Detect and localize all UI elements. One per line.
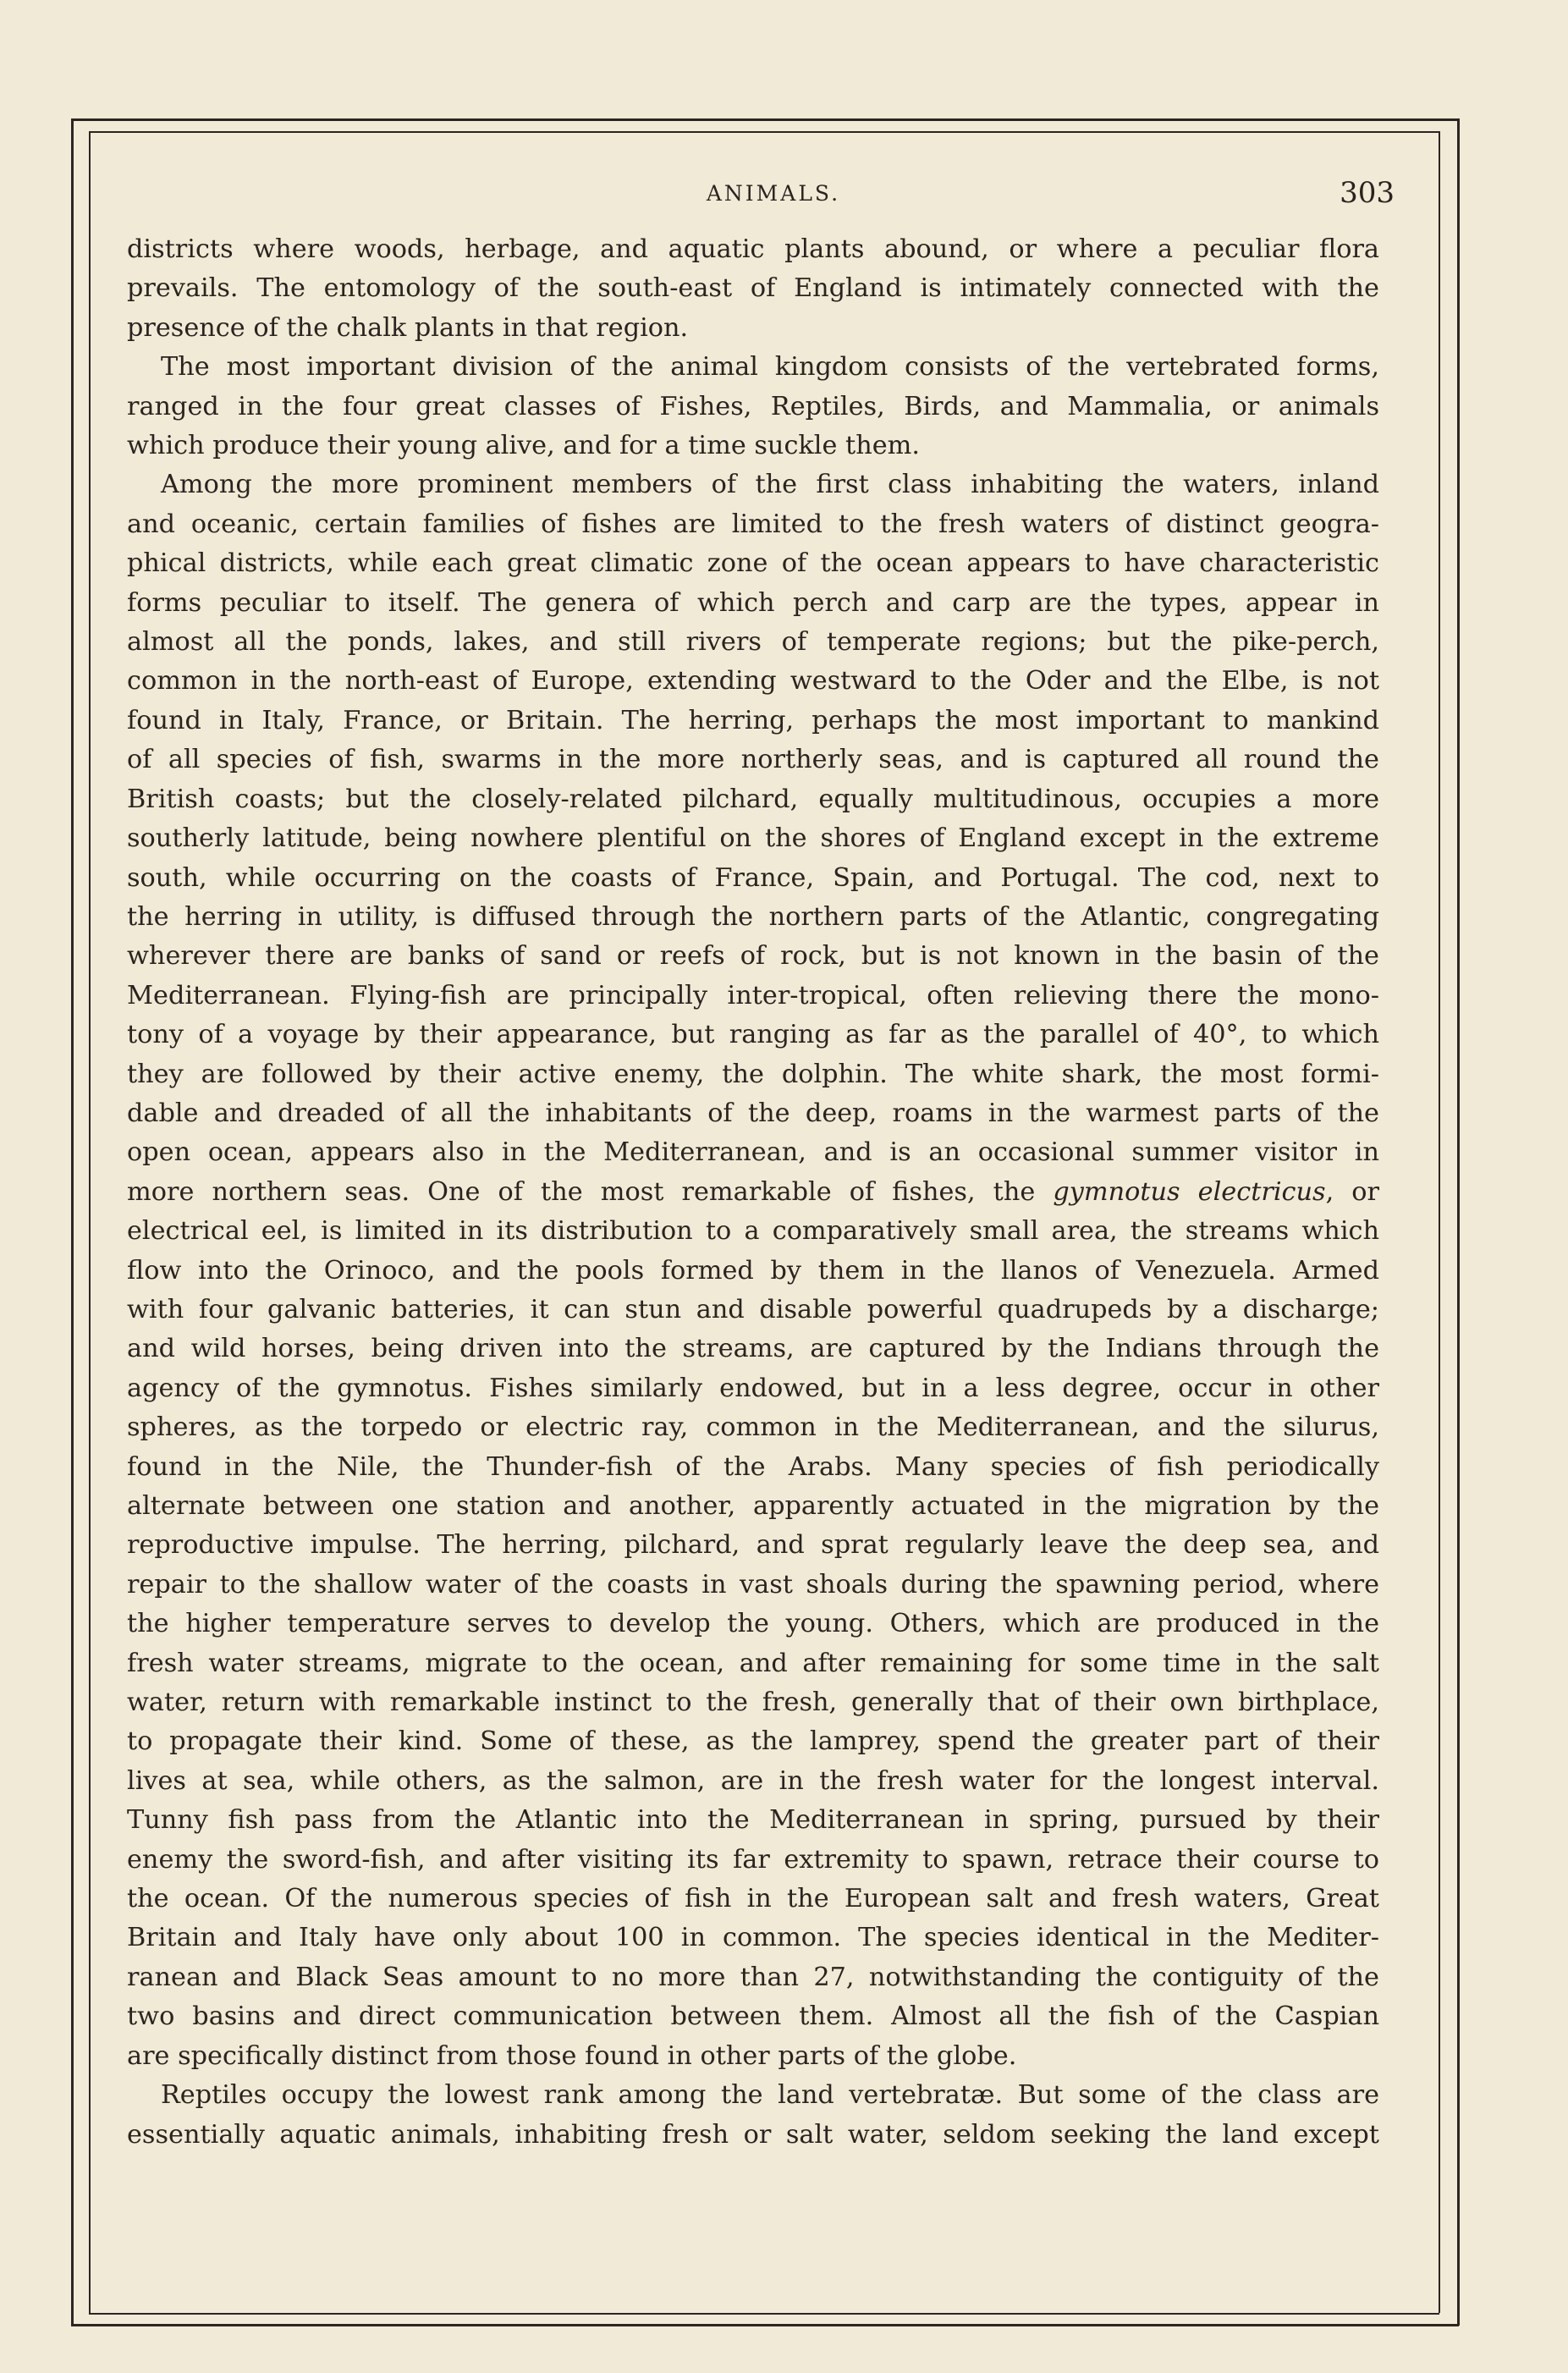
border-inner-right <box>1439 131 1440 2313</box>
text-line: presence of the chalk plants in that region. <box>127 312 689 343</box>
page-header <box>152 176 1395 218</box>
border-outer-bottom <box>71 2324 1459 2326</box>
text-line: found in Italy, France, or Britain. The herring, perhaps the most important to mankind <box>127 705 1379 735</box>
text-line: ranged in the four great classes of Fishes, Reptiles, Birds, and Mammalia, or animals <box>127 391 1379 421</box>
text-line: phical districts, while each great climatic zone of the ocean appears to have characteristic <box>127 548 1379 579</box>
text-line: Mediterranean. Flying-fish are principally inter-tropical, often relieving there the mono- <box>127 980 1379 1010</box>
body-text <box>127 230 1379 2155</box>
text-line: lives at sea, while others, as the salmon, are in the fresh water for the longest interval. <box>127 1765 1379 1796</box>
text-line: and wild horses, being driven into the streams, are captured by the Indians through the <box>127 1334 1379 1364</box>
text-line: found in the Nile, the Thunder-fish of the Arabs. Many species of fish periodically <box>127 1451 1379 1482</box>
border-outer-left <box>71 118 74 2326</box>
text-line: the ocean. Of the numerous species of fish in the European salt and fresh waters, Great <box>127 1884 1379 1914</box>
text-line: southerly latitude, being nowhere plentiful on the shores of England except in the extreme <box>127 823 1379 854</box>
text-line: and oceanic, certain families of fishes are limited to the fresh waters of distinct geogra- <box>127 509 1379 539</box>
border-outer-right <box>1457 118 1460 2326</box>
text-line: the higher temperature serves to develop the young. Others, which are produced in the <box>127 1609 1379 1639</box>
text-line: the herring in utility, is diffused through the northern parts of the Atlantic, congregating <box>127 901 1379 932</box>
text-line: repair to the shallow water of the coasts in vast shoals during the spawning period, where <box>127 1569 1379 1599</box>
text-line: south, while occurring on the coasts of France, Spain, and Portugal. The cod, next to <box>127 862 1379 893</box>
text-line: almost all the ponds, lakes, and still rivers of temperate regions; but the pike-perch, <box>127 627 1379 658</box>
text-line: open ocean, appears also in the Mediterranean, and is an occasional summer visitor in <box>127 1137 1379 1168</box>
text-line: electrical eel, is limited in its distribution to a comparatively small area, the streams which <box>127 1216 1379 1247</box>
text-line: two basins and direct communication between them. Almost all the fish of the Caspian <box>127 2001 1379 2032</box>
text-line: fresh water streams, migrate to the ocean, and after remaining for some time in the salt <box>127 1648 1379 1678</box>
text-line: prevails. The entomology of the south-east of England is intimately connected with the <box>127 273 1379 304</box>
text-line: essentially aquatic animals, inhabiting fresh or salt water, seldom seeking the land except <box>127 2119 1379 2150</box>
text-line: Reptiles occupy the lowest rank among the land vertebratæ. But some of the class are <box>161 2080 1379 2111</box>
text-line: which produce their young alive, and for a time suckle them. <box>127 431 920 461</box>
page-number: 303 <box>1340 176 1395 210</box>
text-line: enemy the sword-fish, and after visiting its far extremity to spawn, retrace their course to <box>127 1844 1379 1875</box>
italic-term: gymnotus electricus <box>1053 1176 1326 1207</box>
text-line: of all species of fish, swarms in the more northerly seas, and is captured all round the <box>127 745 1379 775</box>
text-line: agency of the gymnotus. Fishes similarly endowed, but in a less degree, occur in other <box>127 1373 1379 1403</box>
text-line: reproductive impulse. The herring, pilchard, and sprat regularly leave the deep sea, and <box>127 1530 1379 1561</box>
text-line: The most important division of the animal kingdom consists of the vertebrated forms, <box>161 352 1379 383</box>
text-line: tony of a voyage by their appearance, but ranging as far as the parallel of 40°, to which <box>127 1020 1379 1050</box>
text-line: British coasts; but the closely-related pilchard, equally multitudinous, occupies a more <box>127 784 1379 814</box>
text-line: they are followed by their active enemy, the dolphin. The white shark, the most formi- <box>127 1059 1379 1089</box>
border-inner-bottom <box>89 2313 1439 2315</box>
text-line: flow into the Orinoco, and the pools formed by them in the llanos of Venezuela. Armed <box>127 1255 1379 1286</box>
text-line: more northern seas. One of the most remarkable of fishes, the gymnotus electricus, or <box>127 1176 1380 1207</box>
text-line: spheres, as the torpedo or electric ray, common in the Mediterranean, and the silurus, <box>127 1412 1379 1443</box>
text-line: dable and dreaded of all the inhabitants of the deep, roams in the warmest parts of the <box>127 1098 1379 1128</box>
border-outer-top <box>71 118 1459 121</box>
text-line: water, return with remarkable instinct to the fresh, generally that of their own birthplace, <box>127 1688 1379 1718</box>
text-line: wherever there are banks of sand or reefs of rock, but is not known in the basin of the <box>127 941 1379 972</box>
text-line: alternate between one station and another, apparently actuated in the migration by the <box>127 1491 1379 1521</box>
text-line: with four galvanic batteries, it can stun and disable powerful quadrupeds by a discharge; <box>127 1294 1379 1324</box>
border-inner-top <box>89 131 1439 133</box>
text-line: are specifically distinct from those found in other parts of the globe. <box>127 2040 1017 2071</box>
text-line: forms peculiar to itself. The genera of which perch and carp are the types, appear in <box>127 587 1379 618</box>
text-line: ranean and Black Seas amount to no more than 27, notwithstanding the contiguity of the <box>127 1962 1379 1992</box>
running-title: ANIMALS. <box>706 181 841 206</box>
text-line: common in the north-east of Europe, extending westward to the Oder and the Elbe, is not <box>127 666 1379 696</box>
text-line: Tunny fish pass from the Atlantic into the Mediterranean in spring, pursued by their <box>127 1805 1379 1836</box>
text-line: Britain and Italy have only about 100 in common. The species identical in the Mediter- <box>127 1923 1379 1953</box>
text-line: districts where woods, herbage, and aquatic plants abound, or where a peculiar flora <box>127 234 1379 264</box>
border-inner-left <box>89 131 91 2313</box>
text-line: to propagate their kind. Some of these, as the lamprey, spend the greater part of their <box>127 1726 1379 1757</box>
text-line: Among the more prominent members of the first class inhabiting the waters, inland <box>161 470 1379 500</box>
